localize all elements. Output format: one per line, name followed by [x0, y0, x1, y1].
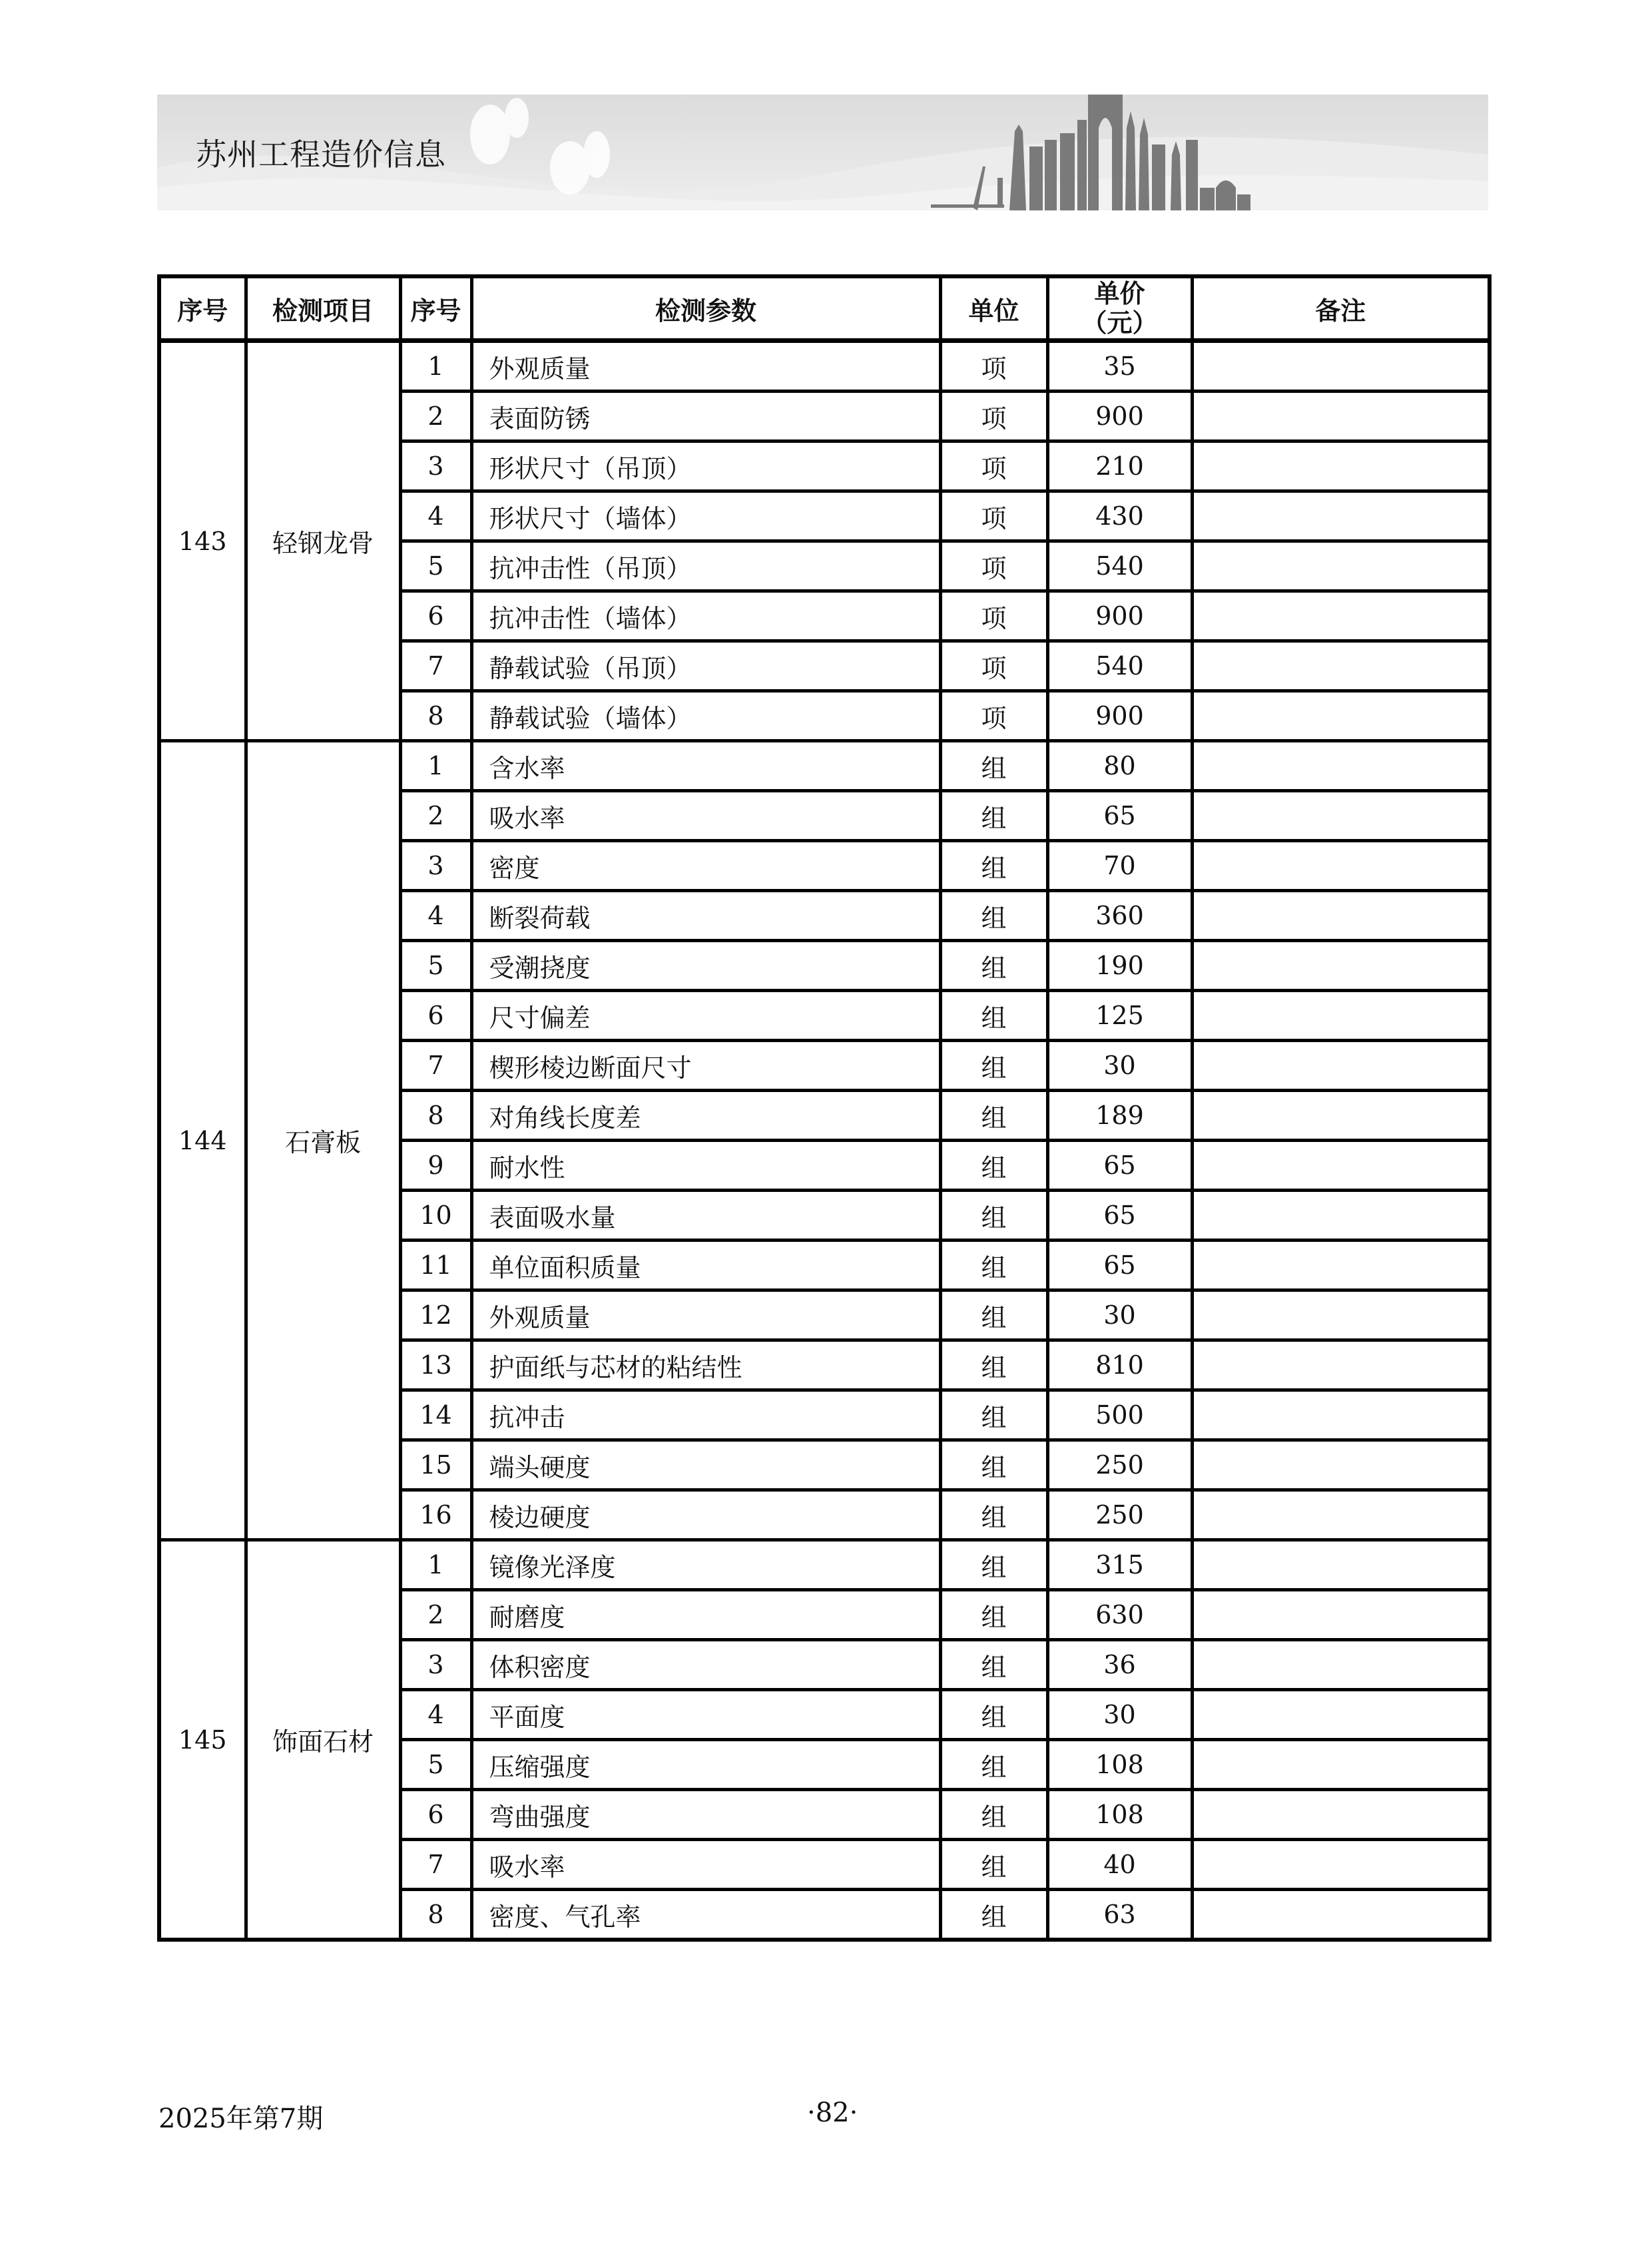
row-remark — [1192, 1840, 1490, 1890]
row-price: 30 — [1047, 1690, 1192, 1740]
row-seq: 10 — [400, 1191, 471, 1241]
row-param: 平面度 — [471, 1690, 940, 1740]
row-price: 30 — [1047, 1290, 1192, 1340]
row-price: 65 — [1047, 791, 1192, 841]
table-row — [159, 341, 1490, 392]
row-remark — [1192, 791, 1490, 841]
row-unit: 组 — [940, 1740, 1047, 1790]
row-seq: 6 — [400, 991, 471, 1041]
row-seq: 2 — [400, 1590, 471, 1640]
row-unit: 项 — [940, 541, 1047, 591]
row-param: 抗冲击 — [471, 1390, 940, 1440]
group-item: 轻钢龙骨 — [246, 341, 400, 741]
row-price: 65 — [1047, 1191, 1192, 1241]
row-unit: 组 — [940, 791, 1047, 841]
row-seq: 5 — [400, 1740, 471, 1790]
table-row — [159, 1540, 1490, 1590]
row-remark — [1192, 1041, 1490, 1091]
row-param: 断裂荷载 — [471, 891, 940, 941]
row-remark — [1192, 341, 1490, 392]
row-param: 外观质量 — [471, 1290, 940, 1340]
row-unit: 组 — [940, 891, 1047, 941]
row-unit: 组 — [940, 1440, 1047, 1490]
row-remark — [1192, 1340, 1490, 1390]
table-row — [159, 741, 1490, 791]
row-unit: 组 — [940, 1690, 1047, 1740]
row-remark — [1192, 1740, 1490, 1790]
row-price: 810 — [1047, 1340, 1192, 1390]
row-remark — [1192, 1091, 1490, 1141]
row-seq: 3 — [400, 441, 471, 491]
group-seq: 143 — [159, 341, 246, 741]
row-param: 对角线长度差 — [471, 1091, 940, 1141]
row-unit: 组 — [940, 841, 1047, 891]
row-seq: 4 — [400, 891, 471, 941]
row-param: 含水率 — [471, 741, 940, 791]
header-price-line1: 单价 — [1094, 279, 1145, 308]
row-seq: 7 — [400, 1840, 471, 1890]
price-table — [157, 274, 1492, 1942]
row-param: 镜像光泽度 — [471, 1540, 940, 1590]
header-banner — [157, 95, 1488, 210]
row-seq: 14 — [400, 1390, 471, 1440]
row-unit: 组 — [940, 991, 1047, 1041]
row-param: 形状尺寸（墙体） — [471, 491, 940, 541]
row-unit: 组 — [940, 1290, 1047, 1340]
row-unit: 组 — [940, 1091, 1047, 1141]
row-price: 35 — [1047, 341, 1192, 392]
header-sub-seq: 序号 — [400, 276, 471, 341]
header-price-line2: （元） — [1081, 308, 1158, 338]
row-price: 900 — [1047, 691, 1192, 741]
table-body — [159, 341, 1490, 1940]
row-param: 抗冲击性（吊顶） — [471, 541, 940, 591]
row-price: 108 — [1047, 1740, 1192, 1790]
row-remark — [1192, 1590, 1490, 1640]
row-unit: 项 — [940, 491, 1047, 541]
row-price: 360 — [1047, 891, 1192, 941]
row-seq: 1 — [400, 1540, 471, 1590]
row-price: 65 — [1047, 1141, 1192, 1191]
row-seq: 8 — [400, 1890, 471, 1940]
row-param: 端头硬度 — [471, 1440, 940, 1490]
row-param: 单位面积质量 — [471, 1241, 940, 1290]
header-unit: 单位 — [940, 276, 1047, 341]
row-unit: 组 — [940, 1490, 1047, 1540]
row-seq: 12 — [400, 1290, 471, 1340]
row-seq: 11 — [400, 1241, 471, 1290]
row-param: 护面纸与芯材的粘结性 — [471, 1340, 940, 1390]
row-remark — [1192, 641, 1490, 691]
row-unit: 组 — [940, 1340, 1047, 1390]
row-unit: 组 — [940, 1540, 1047, 1590]
row-remark — [1192, 1490, 1490, 1540]
row-remark — [1192, 891, 1490, 941]
row-unit: 组 — [940, 1191, 1047, 1241]
row-unit: 组 — [940, 1640, 1047, 1690]
group-seq: 145 — [159, 1540, 246, 1940]
table-header-row — [159, 276, 1490, 341]
row-param: 体积密度 — [471, 1640, 940, 1690]
row-seq: 9 — [400, 1141, 471, 1191]
row-param: 抗冲击性（墙体） — [471, 591, 940, 641]
row-seq: 8 — [400, 691, 471, 741]
row-param: 密度 — [471, 841, 940, 891]
row-remark — [1192, 1390, 1490, 1440]
row-price: 80 — [1047, 741, 1192, 791]
row-unit: 组 — [940, 1790, 1047, 1840]
row-seq: 4 — [400, 1690, 471, 1740]
row-unit: 组 — [940, 1141, 1047, 1191]
row-remark — [1192, 491, 1490, 541]
row-unit: 组 — [940, 1590, 1047, 1640]
row-price: 189 — [1047, 1091, 1192, 1141]
row-remark — [1192, 392, 1490, 441]
row-price: 190 — [1047, 941, 1192, 991]
row-remark — [1192, 841, 1490, 891]
row-seq: 1 — [400, 341, 471, 392]
row-seq: 16 — [400, 1490, 471, 1540]
row-param: 受潮挠度 — [471, 941, 940, 991]
row-unit: 项 — [940, 591, 1047, 641]
row-param: 耐水性 — [471, 1141, 940, 1191]
row-remark — [1192, 691, 1490, 741]
row-price: 430 — [1047, 491, 1192, 541]
row-remark — [1192, 1241, 1490, 1290]
row-price: 315 — [1047, 1540, 1192, 1590]
header-remark: 备注 — [1192, 276, 1490, 341]
row-unit: 组 — [940, 1241, 1047, 1290]
header-seq: 序号 — [159, 276, 246, 341]
row-seq: 7 — [400, 1041, 471, 1091]
publication-title: 苏州工程造价信息 — [196, 137, 446, 172]
row-remark — [1192, 1290, 1490, 1340]
row-price: 70 — [1047, 841, 1192, 891]
row-price: 65 — [1047, 1241, 1192, 1290]
row-seq: 6 — [400, 591, 471, 641]
issue-label: 2025年第7期 — [158, 2103, 324, 2134]
row-param: 耐磨度 — [471, 1590, 940, 1640]
row-unit: 组 — [940, 1041, 1047, 1091]
row-seq: 5 — [400, 941, 471, 991]
row-unit: 项 — [940, 441, 1047, 491]
row-param: 吸水率 — [471, 1840, 940, 1890]
row-price: 30 — [1047, 1041, 1192, 1091]
row-param: 表面防锈 — [471, 392, 940, 441]
row-price: 63 — [1047, 1890, 1192, 1940]
page-number: ·82· — [807, 2098, 858, 2128]
row-param: 形状尺寸（吊顶） — [471, 441, 940, 491]
row-param: 密度、气孔率 — [471, 1890, 940, 1940]
group-seq: 144 — [159, 741, 246, 1540]
row-price: 250 — [1047, 1490, 1192, 1540]
row-price: 900 — [1047, 392, 1192, 441]
group-item: 石膏板 — [246, 741, 400, 1540]
row-seq: 8 — [400, 1091, 471, 1141]
row-remark — [1192, 1540, 1490, 1590]
row-remark — [1192, 591, 1490, 641]
row-price: 36 — [1047, 1640, 1192, 1690]
row-param: 表面吸水量 — [471, 1191, 940, 1241]
row-seq: 7 — [400, 641, 471, 691]
row-unit: 组 — [940, 1890, 1047, 1940]
row-unit: 项 — [940, 641, 1047, 691]
row-unit: 项 — [940, 691, 1047, 741]
row-remark — [1192, 1790, 1490, 1840]
row-price: 250 — [1047, 1440, 1192, 1490]
row-param: 静载试验（吊顶） — [471, 641, 940, 691]
row-remark — [1192, 741, 1490, 791]
row-param: 吸水率 — [471, 791, 940, 841]
row-price: 125 — [1047, 991, 1192, 1041]
row-seq: 2 — [400, 392, 471, 441]
row-price: 900 — [1047, 591, 1192, 641]
row-param: 静载试验（墙体） — [471, 691, 940, 741]
row-param: 楔形棱边断面尺寸 — [471, 1041, 940, 1091]
row-remark — [1192, 441, 1490, 491]
row-param: 棱边硬度 — [471, 1490, 940, 1540]
row-seq: 3 — [400, 841, 471, 891]
row-price: 540 — [1047, 541, 1192, 591]
row-unit: 项 — [940, 341, 1047, 392]
row-seq: 15 — [400, 1440, 471, 1490]
row-remark — [1192, 991, 1490, 1041]
row-remark — [1192, 1440, 1490, 1490]
row-unit: 组 — [940, 941, 1047, 991]
row-seq: 2 — [400, 791, 471, 841]
row-param: 外观质量 — [471, 341, 940, 392]
row-price: 630 — [1047, 1590, 1192, 1640]
header-price — [1047, 276, 1192, 341]
row-unit: 组 — [940, 1840, 1047, 1890]
row-seq: 4 — [400, 491, 471, 541]
row-param: 压缩强度 — [471, 1740, 940, 1790]
row-remark — [1192, 1141, 1490, 1191]
row-seq: 13 — [400, 1340, 471, 1390]
row-unit: 组 — [940, 741, 1047, 791]
row-price: 40 — [1047, 1840, 1192, 1890]
header-param: 检测参数 — [471, 276, 940, 341]
row-remark — [1192, 1640, 1490, 1690]
row-remark — [1192, 941, 1490, 991]
row-param: 弯曲强度 — [471, 1790, 940, 1840]
row-seq: 1 — [400, 741, 471, 791]
row-remark — [1192, 1191, 1490, 1241]
row-remark — [1192, 1690, 1490, 1740]
group-item: 饰面石材 — [246, 1540, 400, 1940]
row-price: 108 — [1047, 1790, 1192, 1840]
row-price: 210 — [1047, 441, 1192, 491]
row-price: 540 — [1047, 641, 1192, 691]
row-seq: 3 — [400, 1640, 471, 1690]
row-price: 500 — [1047, 1390, 1192, 1440]
row-unit: 组 — [940, 1390, 1047, 1440]
row-seq: 6 — [400, 1790, 471, 1840]
row-unit: 项 — [940, 392, 1047, 441]
header-item: 检测项目 — [246, 276, 400, 341]
row-param: 尺寸偏差 — [471, 991, 940, 1041]
row-seq: 5 — [400, 541, 471, 591]
row-remark — [1192, 1890, 1490, 1940]
row-remark — [1192, 541, 1490, 591]
